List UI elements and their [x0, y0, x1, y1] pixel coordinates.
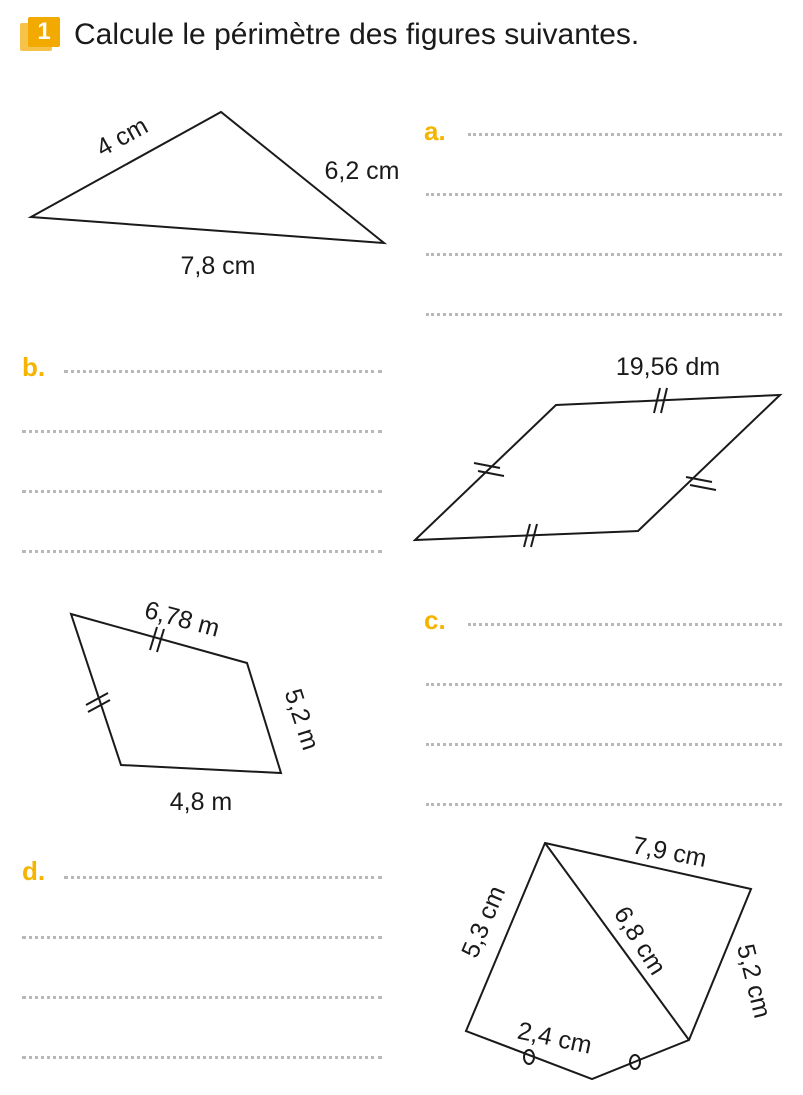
triangle-label-bottom: 7,8 cm: [180, 252, 256, 280]
composite-label-diagonal: 6,8 cm: [608, 901, 672, 980]
exercise-instruction: Calcule le périmètre des figures suivantes.: [74, 18, 640, 51]
composite-label-left: 5,3 cm: [456, 881, 512, 962]
answer-d-letter: d.: [22, 856, 46, 886]
composite-label-top: 7,9 cm: [630, 831, 710, 874]
kite-tick-marks: [86, 627, 164, 712]
answer-c-letter: c.: [424, 605, 446, 635]
answer-b-letter: b.: [22, 352, 46, 382]
rhombus-tick-marks: [474, 388, 716, 547]
composite-label-right: 5,2 cm: [731, 941, 777, 1021]
composite-figure: [466, 843, 751, 1079]
exercise-number: 1: [28, 17, 60, 47]
rhombus-label-side: 19,56 dm: [615, 353, 721, 381]
kite-label-bottom: 4,8 m: [169, 788, 233, 816]
answer-a-letter: a.: [424, 116, 446, 146]
composite-label-bottom: 2,4 cm: [515, 1016, 595, 1060]
kite-label-top: 6,78 m: [141, 595, 223, 643]
triangle-label-left: 4 cm: [91, 111, 153, 163]
composite-diagonal: [545, 843, 689, 1040]
triangle-label-right: 6,2 cm: [324, 157, 400, 185]
rhombus-figure: [415, 395, 780, 540]
kite-figure: [71, 614, 281, 773]
kite-label-right: 5,2 m: [278, 685, 325, 754]
